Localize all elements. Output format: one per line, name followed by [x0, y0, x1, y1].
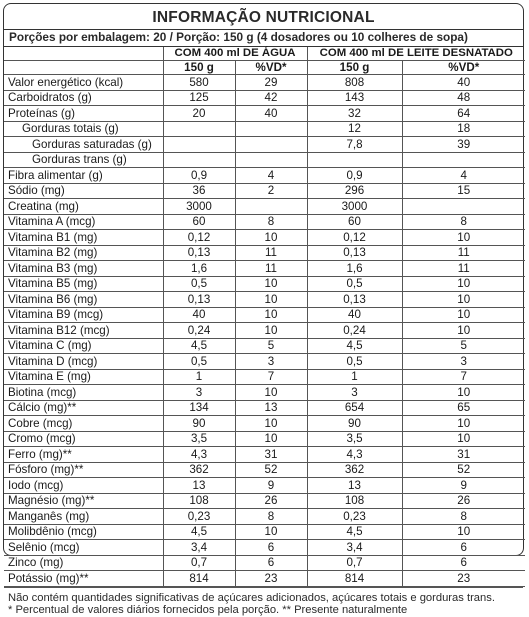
nutrient-label: Vitamina B6 (mg)	[4, 292, 163, 308]
nutrient-milk-amount: 0,9	[307, 168, 402, 184]
nutrient-milk-dv: 26	[402, 493, 525, 509]
nutrient-water-dv: 9	[235, 478, 307, 494]
nutrient-row	[4, 323, 525, 339]
nutrient-label: Gorduras trans (g)	[4, 152, 163, 168]
nutrient-row	[4, 152, 525, 168]
nutrient-water-amount: 362	[163, 462, 235, 478]
nutrient-label: Vitamina E (mg)	[4, 369, 163, 385]
nutrient-label: Carboidratos (g)	[4, 90, 163, 106]
nutrient-row	[4, 307, 525, 323]
nutrient-milk-dv: 10	[402, 416, 525, 432]
nutrient-water-amount: 0,13	[163, 292, 235, 308]
nutrient-row	[4, 354, 525, 370]
nutrient-milk-amount: 3,5	[307, 431, 402, 447]
nutrient-milk-amount: 0,23	[307, 509, 402, 525]
nutrient-milk-amount: 40	[307, 307, 402, 323]
nutrient-label: Zinco (mg)	[4, 555, 163, 571]
subheader-row	[4, 61, 525, 75]
nutrient-row	[4, 214, 525, 230]
nutrient-water-dv: 8	[235, 509, 307, 525]
nutrient-row	[4, 369, 525, 385]
nutrient-label: Creatina (mg)	[4, 199, 163, 215]
nutrient-milk-amount: 0,5	[307, 276, 402, 292]
nutrient-milk-dv: 10	[402, 230, 525, 246]
nutrient-water-dv	[235, 137, 307, 153]
nutrient-milk-dv: 10	[402, 307, 525, 323]
nutrient-row	[4, 276, 525, 292]
nutrient-row	[4, 199, 525, 215]
nutrient-water-amount	[163, 152, 235, 168]
nutrient-water-dv: 23	[235, 571, 307, 587]
nutrient-label: Cromo (mcg)	[4, 431, 163, 447]
nutrient-label: Vitamina B3 (mg)	[4, 261, 163, 277]
nutrient-label: Vitamina B2 (mg)	[4, 245, 163, 261]
nutrient-milk-amount: 90	[307, 416, 402, 432]
nutrient-water-dv: 42	[235, 90, 307, 106]
nutrient-milk-amount: 0,5	[307, 354, 402, 370]
nutrient-milk-dv: 7	[402, 369, 525, 385]
nutrient-label: Biotina (mcg)	[4, 385, 163, 401]
nutrient-water-dv: 7	[235, 369, 307, 385]
nutrient-water-dv: 10	[235, 524, 307, 540]
subheader-water-dv: %VD*	[235, 61, 307, 75]
nutrient-row	[4, 462, 525, 478]
nutrient-water-dv	[235, 152, 307, 168]
nutrient-milk-amount: 814	[307, 571, 402, 587]
nutrient-milk-amount: 3	[307, 385, 402, 401]
nutrient-milk-amount: 32	[307, 106, 402, 122]
nutrient-row	[4, 524, 525, 540]
nutrient-milk-amount: 4,5	[307, 524, 402, 540]
nutrient-water-amount	[163, 137, 235, 153]
group-header-milk: COM 400 ml DE LEITE DESNATADO	[307, 47, 525, 61]
nutrient-milk-dv: 10	[402, 431, 525, 447]
nutrient-label: Potássio (mg)**	[4, 571, 163, 587]
panel-title: INFORMAÇÃO NUTRICIONAL	[152, 9, 375, 26]
nutrient-milk-dv: 31	[402, 447, 525, 463]
nutrient-water-amount: 0,13	[163, 245, 235, 261]
nutrient-row	[4, 416, 525, 432]
nutrient-milk-amount: 0,13	[307, 292, 402, 308]
nutrient-water-amount: 814	[163, 571, 235, 587]
nutrient-water-amount: 4,3	[163, 447, 235, 463]
nutrient-label: Vitamina D (mcg)	[4, 354, 163, 370]
nutrient-water-dv: 10	[235, 276, 307, 292]
nutrient-water-dv: 13	[235, 400, 307, 416]
nutrient-milk-amount: 4,5	[307, 338, 402, 354]
nutrient-milk-amount: 654	[307, 400, 402, 416]
nutrient-label: Cálcio (mg)**	[4, 400, 163, 416]
nutrient-water-dv: 11	[235, 245, 307, 261]
nutrient-milk-amount: 0,13	[307, 245, 402, 261]
nutrient-water-dv: 52	[235, 462, 307, 478]
nutrient-water-dv: 10	[235, 431, 307, 447]
nutrient-label: Fósforo (mg)**	[4, 462, 163, 478]
nutrient-label: Valor energético (kcal)	[4, 75, 163, 91]
nutrient-row	[4, 90, 525, 106]
nutrient-row	[4, 230, 525, 246]
nutrient-milk-amount: 12	[307, 121, 402, 137]
nutrient-label: Gorduras saturadas (g)	[4, 137, 163, 153]
nutrient-milk-dv: 65	[402, 400, 525, 416]
nutrient-milk-dv: 40	[402, 75, 525, 91]
nutrient-water-dv: 11	[235, 261, 307, 277]
nutrient-milk-dv: 8	[402, 214, 525, 230]
nutrient-milk-dv: 23	[402, 571, 525, 587]
nutrient-water-dv	[235, 199, 307, 215]
nutrient-row	[4, 431, 525, 447]
nutrient-label: Vitamina B12 (mcg)	[4, 323, 163, 339]
nutrient-water-amount: 1	[163, 369, 235, 385]
nutrient-milk-amount: 3000	[307, 199, 402, 215]
nutrient-milk-dv: 10	[402, 323, 525, 339]
nutrient-water-amount: 580	[163, 75, 235, 91]
nutrient-milk-dv: 15	[402, 183, 525, 199]
nutrient-water-dv: 31	[235, 447, 307, 463]
nutrient-milk-dv: 5	[402, 338, 525, 354]
nutrient-milk-amount: 0,7	[307, 555, 402, 571]
nutrient-row	[4, 168, 525, 184]
nutrient-milk-amount: 362	[307, 462, 402, 478]
nutrient-row	[4, 75, 525, 91]
nutrient-water-amount: 90	[163, 416, 235, 432]
nutrient-row	[4, 183, 525, 199]
nutrient-water-amount: 134	[163, 400, 235, 416]
nutrient-milk-amount: 13	[307, 478, 402, 494]
nutrient-milk-dv: 9	[402, 478, 525, 494]
nutrient-row	[4, 137, 525, 153]
nutrient-water-dv: 10	[235, 416, 307, 432]
nutrient-milk-amount: 1,6	[307, 261, 402, 277]
nutrient-milk-amount: 143	[307, 90, 402, 106]
nutrient-water-amount: 0,5	[163, 354, 235, 370]
nutrient-water-dv: 2	[235, 183, 307, 199]
nutrient-water-amount: 4,5	[163, 338, 235, 354]
nutrient-water-dv: 10	[235, 307, 307, 323]
nutrient-row	[4, 292, 525, 308]
nutrient-milk-dv: 10	[402, 385, 525, 401]
nutrient-milk-amount: 60	[307, 214, 402, 230]
nutrient-water-dv: 26	[235, 493, 307, 509]
nutrient-water-dv: 3	[235, 354, 307, 370]
nutrient-label: Vitamina C (mg)	[4, 338, 163, 354]
nutrient-milk-dv: 10	[402, 292, 525, 308]
nutrient-milk-dv: 10	[402, 276, 525, 292]
nutrient-milk-dv: 64	[402, 106, 525, 122]
nutrient-row	[4, 245, 525, 261]
nutrient-label: Fibra alimentar (g)	[4, 168, 163, 184]
nutrient-milk-dv: 52	[402, 462, 525, 478]
nutrient-label: Sódio (mg)	[4, 183, 163, 199]
subheader-empty-cell	[4, 61, 163, 75]
nutrient-label: Proteínas (g)	[4, 106, 163, 122]
nutrient-milk-dv: 11	[402, 245, 525, 261]
nutrient-milk-amount: 0,24	[307, 323, 402, 339]
portion-info: Porções por embalagem: 20 / Porção: 150 g (4 dosadores ou 10 colheres de sopa)	[4, 29, 523, 47]
nutrient-milk-dv: 8	[402, 509, 525, 525]
nutrient-label: Ferro (mg)**	[4, 447, 163, 463]
nutrient-water-amount: 1,6	[163, 261, 235, 277]
column-group-header-row	[4, 47, 525, 61]
nutrient-water-dv: 8	[235, 214, 307, 230]
nutrient-label: Magnésio (mg)**	[4, 493, 163, 509]
header-empty-cell	[4, 47, 163, 61]
subheader-milk-dv: %VD*	[402, 61, 525, 75]
subheader-water-amount: 150 g	[163, 61, 235, 75]
nutrient-row	[4, 540, 525, 556]
nutrient-label: Iodo (mcg)	[4, 478, 163, 494]
nutrient-water-amount: 108	[163, 493, 235, 509]
nutrient-water-amount: 125	[163, 90, 235, 106]
nutrient-milk-dv: 48	[402, 90, 525, 106]
nutrient-milk-dv: 11	[402, 261, 525, 277]
nutrient-milk-amount: 4,3	[307, 447, 402, 463]
nutrient-water-dv: 40	[235, 106, 307, 122]
nutrient-milk-amount: 3,4	[307, 540, 402, 556]
nutrient-milk-amount: 0,12	[307, 230, 402, 246]
nutrient-water-amount: 4,5	[163, 524, 235, 540]
nutrition-facts-panel	[3, 3, 524, 616]
nutrient-row	[4, 493, 525, 509]
nutrient-label: Selênio (mcg)	[4, 540, 163, 556]
nutrient-water-dv: 10	[235, 292, 307, 308]
nutrient-row	[4, 261, 525, 277]
footnote-dv-legend: * Percentual de valores diários fornecidos pela porção. ** Presente naturalmente	[8, 604, 408, 616]
nutrient-water-amount: 13	[163, 478, 235, 494]
nutrient-milk-dv: 3	[402, 354, 525, 370]
nutrient-row	[4, 400, 525, 416]
nutrient-label: Manganês (mg)	[4, 509, 163, 525]
nutrient-water-dv: 10	[235, 230, 307, 246]
subheader-milk-amount: 150 g	[307, 61, 402, 75]
nutrient-water-amount	[163, 121, 235, 137]
nutrient-milk-amount: 1	[307, 369, 402, 385]
nutrient-water-amount: 20	[163, 106, 235, 122]
nutrient-row	[4, 447, 525, 463]
nutrient-row	[4, 509, 525, 525]
nutrient-row	[4, 121, 525, 137]
nutrient-milk-dv: 6	[402, 540, 525, 556]
nutrient-label: Vitamina B1 (mg)	[4, 230, 163, 246]
nutrient-water-dv: 10	[235, 385, 307, 401]
footnotes	[4, 587, 523, 617]
nutrient-water-dv: 4	[235, 168, 307, 184]
nutrient-water-amount: 0,12	[163, 230, 235, 246]
nutrient-label: Vitamina B5 (mg)	[4, 276, 163, 292]
nutrient-label: Vitamina B9 (mcg)	[4, 307, 163, 323]
nutrient-water-amount: 0,9	[163, 168, 235, 184]
nutrient-water-amount: 0,5	[163, 276, 235, 292]
nutrient-water-amount: 0,23	[163, 509, 235, 525]
nutrition-table	[4, 47, 525, 587]
nutrient-water-dv: 29	[235, 75, 307, 91]
nutrient-water-amount: 3,5	[163, 431, 235, 447]
nutrient-water-amount: 36	[163, 183, 235, 199]
nutrient-milk-dv	[402, 152, 525, 168]
nutrient-water-amount: 60	[163, 214, 235, 230]
nutrient-water-dv: 10	[235, 323, 307, 339]
nutrient-label: Molibdênio (mcg)	[4, 524, 163, 540]
nutrient-label: Gorduras totais (g)	[4, 121, 163, 137]
footnote-no-significant: Não contém quantidades significativas de açúcares adicionados, açúcares totais e gorduras trans.	[8, 591, 495, 604]
nutrient-milk-amount: 808	[307, 75, 402, 91]
nutrient-row	[4, 478, 525, 494]
nutrient-milk-dv	[402, 199, 525, 215]
nutrient-milk-dv: 39	[402, 137, 525, 153]
nutrient-water-dv: 6	[235, 555, 307, 571]
nutrient-row	[4, 385, 525, 401]
nutrient-label: Vitamina A (mcg)	[4, 214, 163, 230]
nutrient-water-amount: 3000	[163, 199, 235, 215]
nutrient-milk-dv: 6	[402, 555, 525, 571]
nutrient-water-amount: 0,24	[163, 323, 235, 339]
nutrient-row	[4, 555, 525, 571]
nutrient-milk-amount: 108	[307, 493, 402, 509]
nutrient-water-amount: 3	[163, 385, 235, 401]
nutrient-label: Cobre (mcg)	[4, 416, 163, 432]
nutrient-water-amount: 40	[163, 307, 235, 323]
nutrient-milk-dv: 18	[402, 121, 525, 137]
nutrient-milk-amount: 7,8	[307, 137, 402, 153]
nutrient-row	[4, 106, 525, 122]
nutrient-water-dv: 6	[235, 540, 307, 556]
nutrient-milk-amount: 296	[307, 183, 402, 199]
nutrient-water-amount: 3,4	[163, 540, 235, 556]
nutrient-milk-amount	[307, 152, 402, 168]
group-header-water: COM 400 ml DE ÁGUA	[163, 47, 307, 61]
nutrient-row	[4, 571, 525, 587]
nutrient-row	[4, 338, 525, 354]
nutrient-milk-dv: 10	[402, 524, 525, 540]
nutrient-water-amount: 0,7	[163, 555, 235, 571]
nutrient-milk-dv: 4	[402, 168, 525, 184]
nutrient-water-dv: 5	[235, 338, 307, 354]
nutrient-water-dv	[235, 121, 307, 137]
